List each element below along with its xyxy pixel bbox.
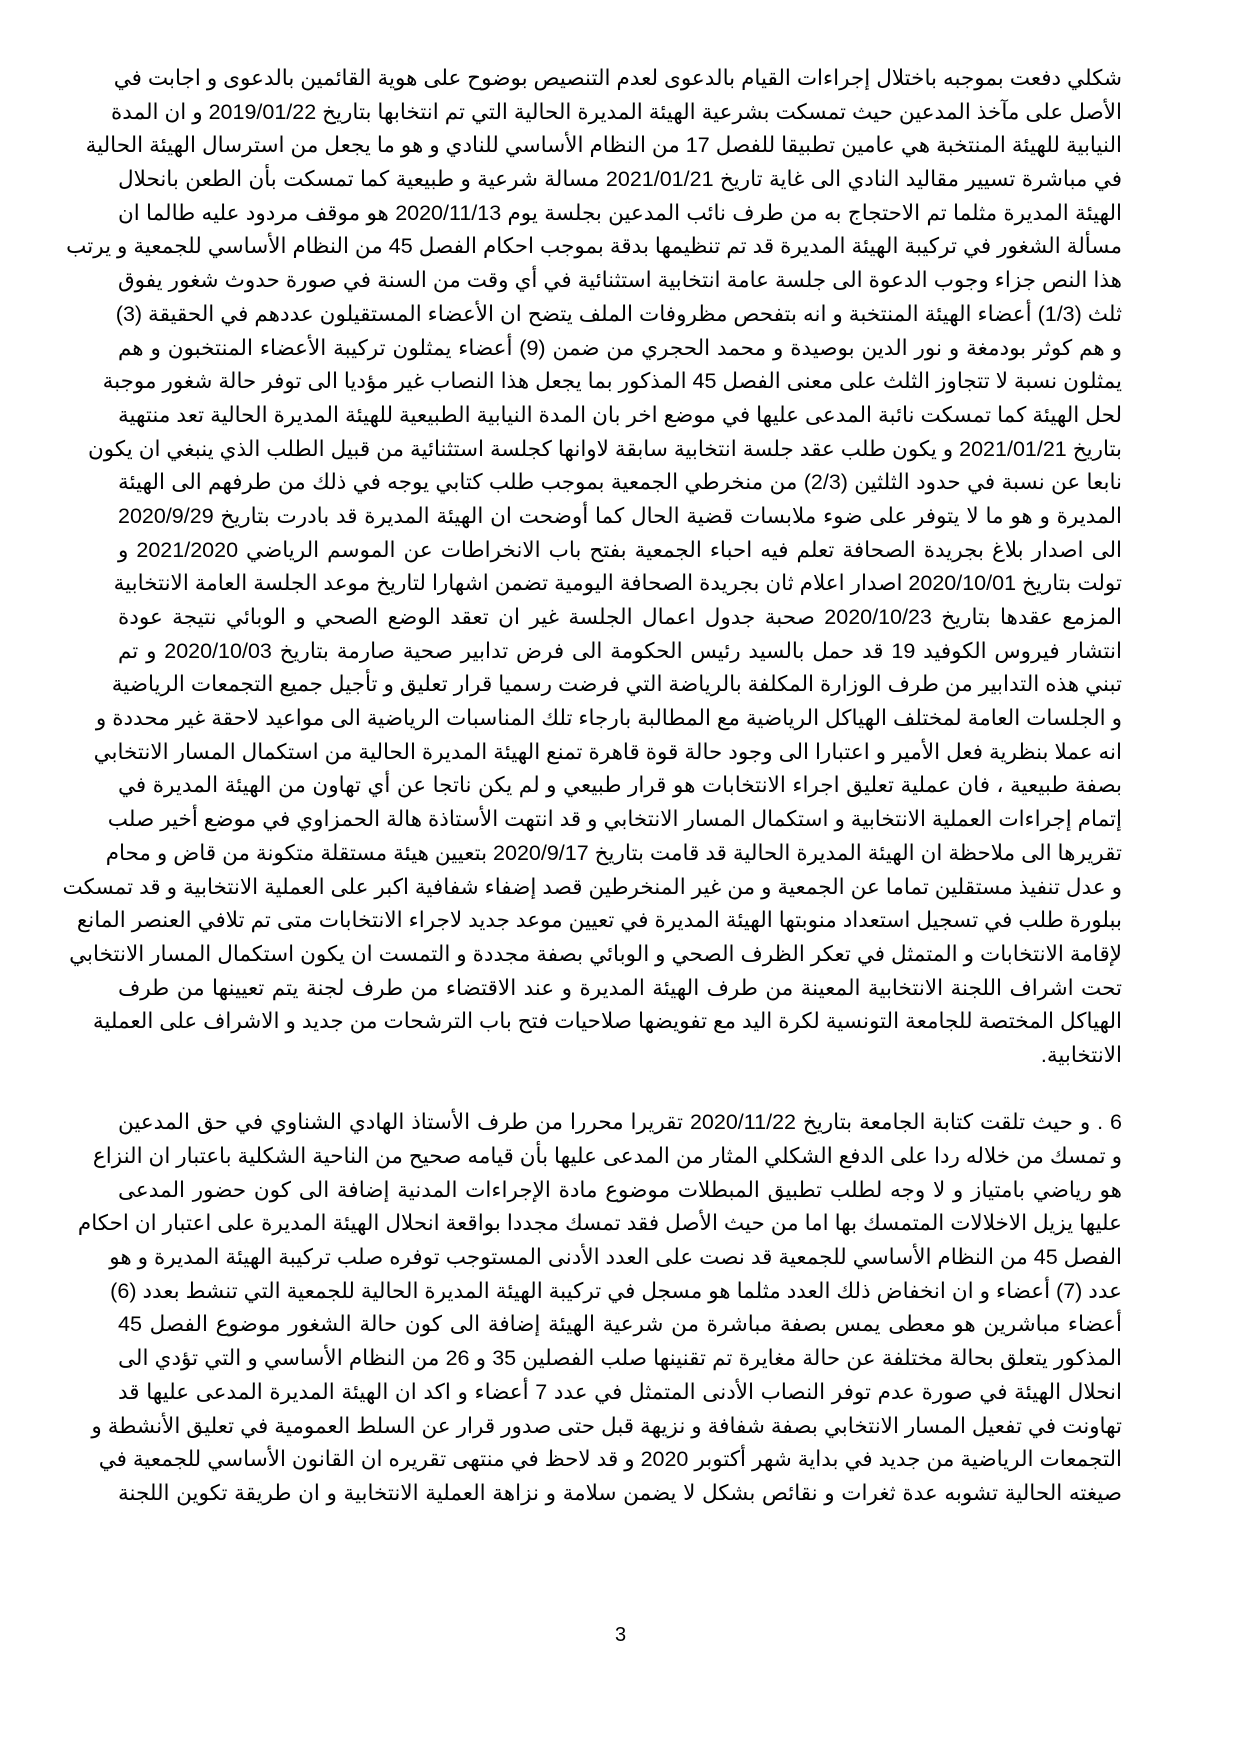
text-line: المذكور يتعلق بحالة مختلفة عن حالة مغايرة تم تقنينها صلب الفصلين 35 و 26 من النظام الأساسي و التي تؤدي الى	[118, 1346, 1122, 1371]
text-line: الهيئة المديرة مثلما تم الاحتجاج به من طرف نائب المدعين بجلسة يوم 2020/11/13 هو موقف مردود عليه طالما ان	[118, 200, 1122, 225]
page-number: 3	[614, 1624, 627, 1646]
text-line: صيغته الحالية تشوبه عدة ثغرات و نقائص بشكل لا يضمن سلامة و نزاهة العملية الانتخابية و ان طريقة تكوين اللجنة	[118, 1480, 1122, 1505]
text-line: انتشار فيروس الكوفيد 19 قد حمل بالسيد رئيس الحكومة الى فرض تدابير صحية صارمة بتاريخ 2020/10/03 و تم	[118, 638, 1123, 663]
text-line: الى اصدار بلاغ بجريدة الصحافة تعلم فيه احباء الجمعية بفتح باب الانخراطات عن الموسم الرياضي 2021/2020 و	[118, 537, 1122, 562]
text-line: انحلال الهيئة في صورة عدم توفر النصاب الأدنى المتمثل في عدد 7 أعضاء و اكد ان الهيئة المديرة المدعى عليها قد	[118, 1379, 1122, 1404]
text-line: تهاونت في تفعيل المسار الانتخابي بصفة شفافة و نزيهة قبل حتى صدور قرار عن السلط العمومية في تعليق الأنشطة و	[91, 1413, 1122, 1438]
text-line: و هم كوثر بودمغة و نور الدين بوصيدة و محمد الحجري من ضمن (9) أعضاء يمثلون تركيبة الأعضاء المنتخبون و هم	[118, 335, 1122, 360]
text-line: يمثلون نسبة لا تتجاوز الثلث على معنى الفصل 45 المذكور بما يجعل هذا النصاب غير مؤديا الى توفر حالة شغور موجبة	[102, 369, 1122, 394]
text-line: أعضاء مباشرين هو معطى يمس بصفة مباشرة من شرعية الهيئة إضافة الى كون حالة الشغور موضوع الفصل 45	[118, 1312, 1122, 1337]
text-line: تبني هذه التدابير من طرف الوزارة المكلفة بالرياضة التي فرضت رسميا قرار تعليق و تأجيل جميع التجمعات الرياضية	[111, 672, 1122, 697]
text-line: نابعا عن نسبة في حدود الثلثين (2/3) من منخرطي الجمعية بموجب طلب كتابي يوجه في ذلك من طرفهم الى الهيئة	[118, 470, 1122, 495]
text-line: شكلي دفعت بموجبه باختلال إجراءات القيام بالدعوى لعدم التنصيص بوضوح على هوية القائمين بالدعوى و اجابت في	[113, 66, 1122, 90]
text-line: بصفة طبيعية ، فان عملية تعليق اجراء الانتخابات هو قرار طبيعي و لم يكن ناتجا عن أي تهاون من الهيئة المديرة في	[118, 773, 1122, 798]
text-line: عدد (7) أعضاء و ان انخفاض ذلك العدد مثلما هو مسجل في تركيبة الهيئة المديرة الحالية للجمعية التي تنشط بعدد (6)	[110, 1278, 1122, 1303]
text-line: تقريرها الى ملاحظة ان الهيئة المديرة الحالية قد قامت بتاريخ 2020/9/17 بتعيين هيئة مستقلة متكونة من قاض و محام	[105, 840, 1122, 865]
text-line: الانتخابية.	[1040, 1042, 1122, 1067]
text-line: المديرة و هو ما لا يتوفر على ضوء ملابسات قضية الحال كما أوضحت ان الهيئة المديرة قد بادرت بتاريخ 2020/9/29	[118, 503, 1122, 528]
text-line: تولت بتاريخ 2020/10/01 اصدار اعلام ثان بجريدة الصحافة اليومية تضمن اشهارا لتاريخ موعد الجلسة العامة الانتخابية	[113, 571, 1122, 596]
text-line: ثلث (1/3) أعضاء الهيئة المنتخبة و انه بتفحص مظروفات الملف يتضح ان الأعضاء المستقيلون عددهم في الحقيقة (3)	[115, 301, 1122, 326]
text-line: إتمام إجراءات العملية الانتخابية و استكمال المسار الانتخابي و قد انتهت الأستاذة هالة الحمزاوي في موضع أخير صلب	[107, 807, 1122, 832]
text-line: 6 . و حيث تلقت كتابة الجامعة بتاريخ 2020/11/22 تقريرا محررا من طرف الأستاذ الهادي الشناوي في حق المدعين	[118, 1110, 1122, 1135]
paragraph-continuation	[62, 62, 1123, 1073]
text-line: هو رياضي بامتياز و لا وجه لطلب تطبيق المبطلات موضوع مادة الإجراءات المدنية إضافة الى كون حضور المدعى	[118, 1177, 1122, 1202]
text-line: تحت اشراف اللجنة الانتخابية المعينة من طرف الهيئة المديرة و عند الاقتضاء من طرف لجنة يتم تعيينها من طرف	[118, 975, 1122, 1000]
text-line: ببلورة طلب في تسجيل استعداد منوبتها الهيئة المديرة في تعيين موعد جديد لاجراء الانتخابات متى تم تلافي العنصر المانع	[76, 908, 1122, 933]
text-line: هذا النص جزاء وجوب الدعوة الى جلسة عامة انتخابية استثنائية في أي وقت من السنة في صورة حدوث شغور يفوق	[118, 268, 1122, 293]
text-line: الأصل على مآخذ المدعين حيث تمسكت بشرعية الهيئة المديرة الحالية التي تم انتخابها بتاريخ 2019/01/22 و ان المدة	[111, 99, 1122, 124]
text-line: في مباشرة تسيير مقاليد النادي الى غاية تاريخ 2021/01/21 مسالة شرعية و طبيعية كما تمسكت بأن الطعن بانحلال	[118, 167, 1122, 192]
text-line: مسألة الشغور في تركيبة الهيئة المديرة قد تم تنظيمها بدقة بموجب احكام الفصل 45 من النظام الأساسي للجمعية و يرتب	[66, 234, 1122, 259]
paragraph-6	[77, 1106, 1122, 1510]
text-line: لإقامة الانتخابات و المتمثل في تعكر الظرف الصحي و الوبائي بصفة مجددة و التمست ان يكون استكمال المسار الانتخابي	[69, 941, 1122, 966]
text-line: لحل الهيئة كما تمسكت نائبة المدعى عليها في موضع اخر بان المدة النيابية الطبيعية للهيئة المديرة الحالية تعد منتهية	[118, 402, 1122, 427]
text-line: التجمعات الرياضية من جديد في بداية شهر أكتوبر 2020 و قد لاحظ في منتهى تقريره ان القانون الأساسي للجمعية في	[98, 1447, 1122, 1472]
text-line: و عدل تنفيذ مستقلين تماما عن الجمعية و من غير المنخرطين قصد إضفاء شفافية اكبر على العملية الانتخابية و قد تمسكت	[62, 874, 1122, 899]
text-line: النيابية للهيئة المنتخبة هي عامين تطبيقا للفصل 17 من النظام الأساسي للنادي و هو ما يجعل من استرسال الهيئة الحالية	[85, 133, 1122, 158]
paragraph-spacer	[118, 1073, 1122, 1107]
text-line: و الجلسات العامة لمختلف الهياكل الرياضية مع المطالبة بارجاء تلك المناسبات الرياضية الى مواعيد لاحقة غير محددة و	[95, 706, 1122, 731]
text-line: عليها يزيل الاخلالات المتمسك بها اما من حيث الأصل فقد تمسك مجددا بواقعة انحلال الهيئة المديرة على اعتبار ان احكام	[77, 1211, 1122, 1236]
text-line: و تمسك من خلاله ردا على الدفع الشكلي المثار من المدعى عليها بأن قيامه صحيح من الناحية الشكلية باعتبار ان النزاع	[92, 1144, 1122, 1168]
text-line: الفصل 45 من النظام الأساسي للجمعية قد نصت على العدد الأدنى المستوجب توفره صلب تركيبة الهيئة المديرة و هو	[109, 1245, 1122, 1270]
document-page	[62, 62, 1123, 1511]
text-line: الهياكل المختصة للجامعة التونسية لكرة اليد مع تفويضها صلاحيات فتح باب الترشحات من جديد و الاشراف على العملية	[92, 1009, 1122, 1034]
text-line: انه عملا بنظرية فعل الأمير و اعتبارا الى وجود حالة قوة قاهرة تمنع الهيئة المديرة الحالية من استكمال المسار الانتخابي	[93, 739, 1122, 764]
text-line: بتاريخ 2021/01/21 و يكون طلب عقد جلسة انتخابية سابقة لاوانها كجلسة استثنائية من قبيل الطلب الذي ينبغي ان يكون	[87, 436, 1122, 461]
text-line: المزمع عقدها بتاريخ 2020/10/23 صحبة جدول اعمال الجلسة غير ان تعقد الوضع الصحي و الوبائي نتيجة عودة	[118, 605, 1123, 629]
